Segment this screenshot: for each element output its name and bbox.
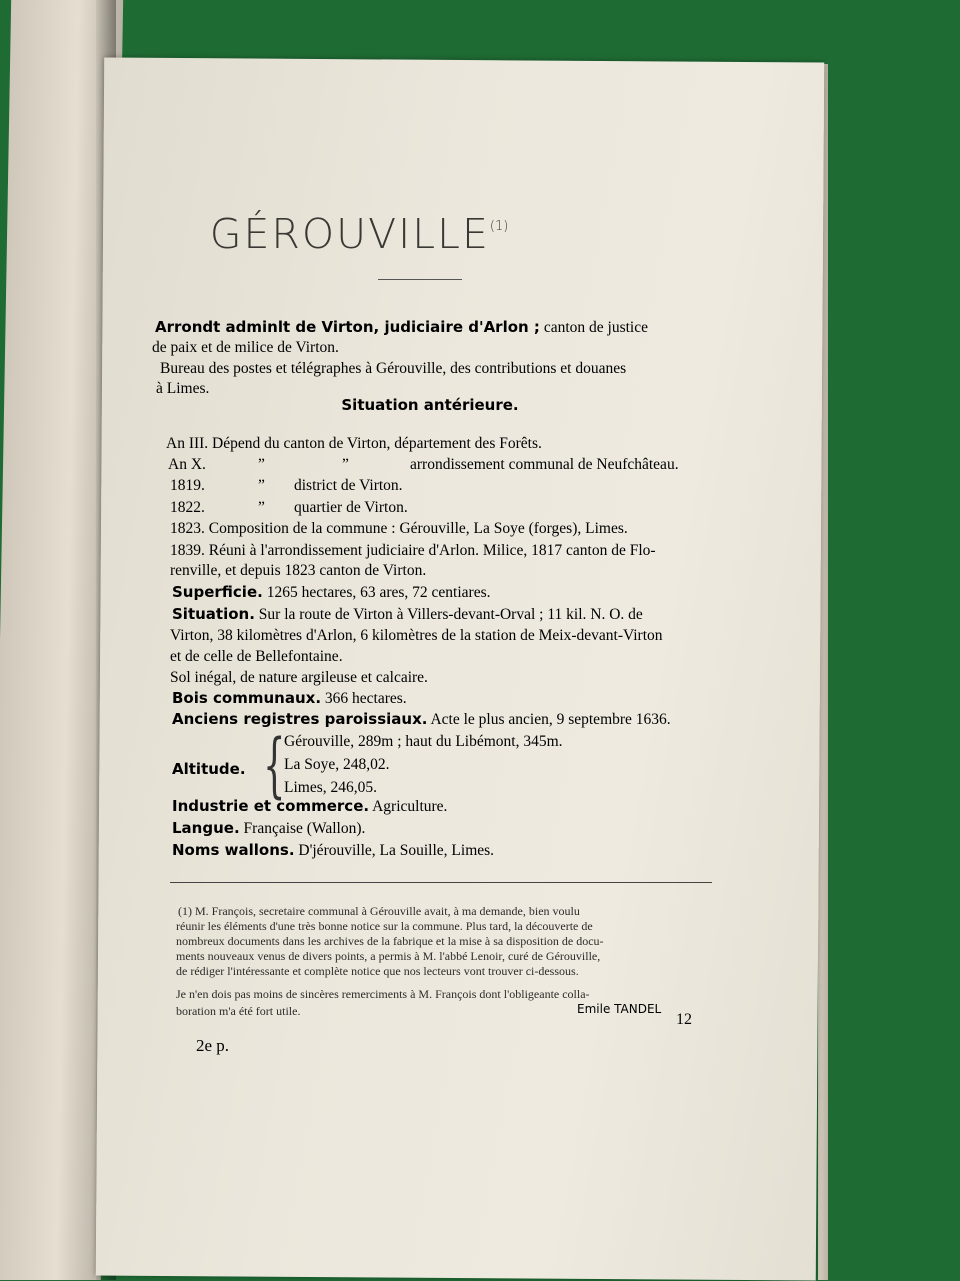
footnote-line-5: de rédiger l'intéressante et complète notice que nos lecteurs vont trouver ci-dessous. — [176, 964, 579, 978]
history-an3: An III. Dépend du canton de Virton, département des Forêts. — [166, 435, 542, 452]
langue-label: Langue. — [172, 819, 240, 837]
altitude-brace: { — [263, 724, 286, 806]
situation-heading: Situation antérieure. — [341, 396, 519, 414]
industrie-line: Industrie et commerce. Agriculture. — [172, 797, 448, 815]
sol-line: Sol inégal, de nature argileuse et calcaire. — [170, 669, 428, 686]
admin-line: Arrondt adminlt de Virton, judiciaire d'Arlon ; canton de justice — [155, 318, 648, 336]
title-divider — [378, 279, 462, 280]
altitude-line-1: Gérouville, 289m ; haut du Libémont, 345m. — [284, 733, 563, 750]
footnote-line-2: réunir les éléments d'une très bonne notice sur la commune. Plus tard, la découverte de — [176, 919, 593, 933]
situation-label: Situation. — [172, 605, 255, 623]
footnote-divider — [170, 882, 712, 883]
history-1839-line1: 1839. Réuni à l'arrondissement judiciaire d'Arlon. Milice, 1817 canton de Flo- — [170, 542, 656, 559]
history-an10: An X. ” ” arrondissement communal de Neufchâteau. — [168, 456, 679, 473]
history-1823: 1823. Composition de la commune : Gérouville, La Soye (forges), Limes. — [170, 520, 628, 537]
registres-label: Anciens registres paroissiaux. — [172, 710, 428, 728]
situation-line-2: Virton, 38 kilomètres d'Arlon, 6 kilomètres de la station de Meix-devant-Virton — [170, 627, 663, 644]
bois-label: Bois communaux. — [172, 689, 322, 707]
admin-label: Arrondt adminlt de Virton, judiciaire d'Arlon ; — [155, 318, 540, 336]
footnote-line-4: ments nouveaux venus de divers points, a permis à M. l'abbé Lenoir, curé de Gérouville, — [176, 949, 601, 963]
langue-line: Langue. Française (Wallon). — [172, 819, 366, 837]
altitude-label: Altitude. — [172, 760, 246, 778]
history-1839-line2: renville, et depuis 1823 canton de Virton. — [170, 562, 427, 579]
footnote-line-7: boration m'a été fort utile. — [176, 1004, 301, 1018]
superficie-label: Superficie. — [172, 583, 263, 601]
page-number: 12 — [676, 1011, 692, 1028]
bois-line: Bois communaux. 366 hectares. — [172, 689, 407, 707]
industrie-label: Industrie et commerce. — [172, 797, 370, 815]
history-1819: 1819. ” district de Virton. — [170, 477, 403, 494]
superficie-line: Superficie. 1265 hectares, 63 ares, 72 centiares. — [172, 583, 491, 601]
noms-label: Noms wallons. — [172, 841, 295, 859]
altitude-line-2: La Soye, 248,02. — [284, 756, 390, 773]
registres-line: Anciens registres paroissiaux. Acte le plus ancien, 9 septembre 1636. — [172, 710, 671, 728]
situation-line: Situation. Sur la route de Virton à Villers-devant-Orval ; 11 kil. N. O. de — [172, 605, 643, 623]
footnote-line-3: nombreux documents dans les archives de la fabrique et la mise à sa disposition de docu- — [176, 934, 604, 948]
footnote-signature: Emile TANDEL — [577, 1002, 662, 1016]
title-footnote-ref: (1) — [489, 219, 509, 234]
bureau-line-1: Bureau des postes et télégraphes à Gérouville, des contributions et douanes — [160, 360, 627, 377]
history-1822: 1822. ” quartier de Virton. — [170, 499, 408, 516]
situation-line-3: et de celle de Bellefontaine. — [170, 648, 343, 665]
bureau-line-2: à Limes. — [156, 380, 210, 397]
page-title: GÉROUVILLE$^{(1)}$ — [209, 210, 509, 258]
signature-mark: 2e p. — [196, 1036, 230, 1055]
altitude-line-3: Limes, 246,05. — [284, 779, 377, 796]
admin-line-2: de paix et de milice de Virton. — [152, 339, 339, 356]
noms-line: Noms wallons. D'jérouville, La Souille, Limes. — [172, 841, 495, 859]
footnote-line-6: Je n'en dois pas moins de sincères remerciments à M. François dont l'obligeante colla- — [176, 987, 590, 1001]
footnote-line-1: (1) M. François, secretaire communal à Gérouville avait, à ma demande, bien voulu — [178, 904, 580, 918]
